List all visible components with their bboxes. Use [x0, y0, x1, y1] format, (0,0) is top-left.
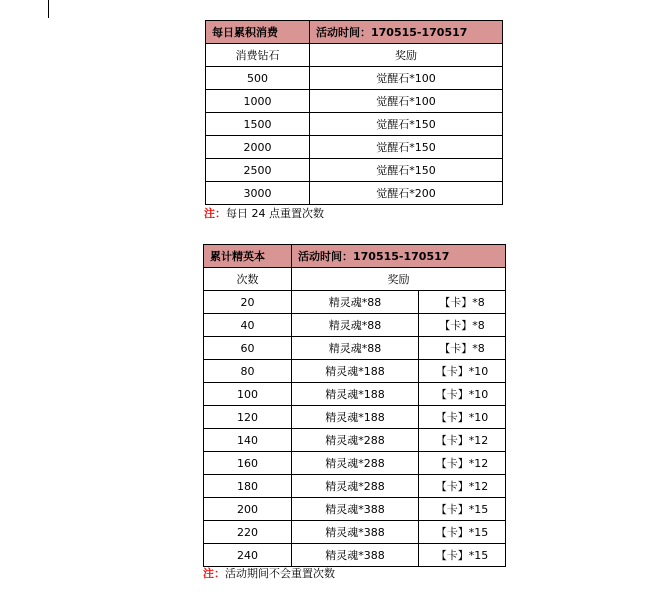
reward-card-cell: 【卡】*10	[419, 383, 506, 406]
count-cell: 100	[204, 383, 292, 406]
reward-card-cell: 【卡】*15	[419, 544, 506, 567]
note-label: 注：	[204, 207, 226, 220]
table-row	[204, 383, 506, 406]
reward-cell: 觉醒石*150	[310, 159, 503, 182]
table-header-row	[204, 245, 506, 268]
count-cell: 160	[204, 452, 292, 475]
spend-amount-cell: 2500	[206, 159, 310, 182]
reward-soul-cell: 精灵魂*288	[292, 475, 419, 498]
reward-soul-cell: 精灵魂*188	[292, 406, 419, 429]
note	[204, 205, 324, 221]
activity-period: 活动时间：170515-170517	[310, 21, 503, 44]
count-cell: 60	[204, 337, 292, 360]
column-header-row	[204, 268, 506, 291]
table-row	[206, 136, 503, 159]
reward-soul-cell: 精灵魂*288	[292, 452, 419, 475]
reward-soul-cell: 精灵魂*388	[292, 544, 419, 567]
reward-card-cell: 【卡】*8	[419, 314, 506, 337]
table-row	[204, 452, 506, 475]
reward-card-cell: 【卡】*8	[419, 291, 506, 314]
spend-amount-cell: 2000	[206, 136, 310, 159]
count-cell: 140	[204, 429, 292, 452]
note	[203, 565, 335, 581]
reward-cell: 觉醒石*150	[310, 113, 503, 136]
reward-soul-cell: 精灵魂*88	[292, 337, 419, 360]
column-header-count: 次数	[204, 268, 292, 291]
table-row	[204, 314, 506, 337]
table-row	[204, 360, 506, 383]
column-header-amount: 消费钻石	[206, 44, 310, 67]
reward-soul-cell: 精灵魂*188	[292, 383, 419, 406]
count-cell: 240	[204, 544, 292, 567]
elite-stage-table	[203, 244, 506, 567]
reward-card-cell: 【卡】*15	[419, 498, 506, 521]
note-text: 活动期间不会重置次数	[225, 567, 335, 580]
reward-card-cell: 【卡】*12	[419, 475, 506, 498]
reward-card-cell: 【卡】*10	[419, 360, 506, 383]
reward-card-cell: 【卡】*15	[419, 521, 506, 544]
table-header-row	[206, 21, 503, 44]
activity-period: 活动时间：170515-170517	[292, 245, 506, 268]
table-title: 每日累积消费	[206, 21, 310, 44]
daily-spend-table	[205, 20, 503, 205]
note-label: 注：	[203, 567, 225, 580]
table-row	[204, 521, 506, 544]
reward-soul-cell: 精灵魂*288	[292, 429, 419, 452]
reward-card-cell: 【卡】*8	[419, 337, 506, 360]
table-row	[204, 498, 506, 521]
table-row	[204, 406, 506, 429]
reward-soul-cell: 精灵魂*388	[292, 498, 419, 521]
reward-cell: 觉醒石*150	[310, 136, 503, 159]
count-cell: 40	[204, 314, 292, 337]
spend-amount-cell: 1000	[206, 90, 310, 113]
table-row	[206, 67, 503, 90]
column-header-reward: 奖励	[292, 268, 506, 291]
table-row	[206, 90, 503, 113]
table-title: 累计精英本	[204, 245, 292, 268]
reward-soul-cell: 精灵魂*88	[292, 291, 419, 314]
count-cell: 180	[204, 475, 292, 498]
table-row	[204, 544, 506, 567]
table-row	[206, 182, 503, 205]
table-row	[204, 337, 506, 360]
reward-cell: 觉醒石*200	[310, 182, 503, 205]
reward-cell: 觉醒石*100	[310, 90, 503, 113]
count-cell: 80	[204, 360, 292, 383]
count-cell: 120	[204, 406, 292, 429]
column-header-row	[206, 44, 503, 67]
spend-amount-cell: 500	[206, 67, 310, 90]
reward-card-cell: 【卡】*12	[419, 452, 506, 475]
text-cursor	[48, 0, 49, 18]
note-text: 每日 24 点重置次数	[226, 207, 324, 220]
reward-card-cell: 【卡】*12	[419, 429, 506, 452]
table-row	[204, 291, 506, 314]
table-body	[206, 67, 503, 205]
table-row	[206, 113, 503, 136]
spend-amount-cell: 1500	[206, 113, 310, 136]
spend-amount-cell: 3000	[206, 182, 310, 205]
reward-soul-cell: 精灵魂*88	[292, 314, 419, 337]
reward-card-cell: 【卡】*10	[419, 406, 506, 429]
table-row	[204, 429, 506, 452]
count-cell: 220	[204, 521, 292, 544]
table-row	[204, 475, 506, 498]
count-cell: 200	[204, 498, 292, 521]
table-row	[206, 159, 503, 182]
count-cell: 20	[204, 291, 292, 314]
reward-cell: 觉醒石*100	[310, 67, 503, 90]
table-body	[204, 291, 506, 567]
column-header-reward: 奖励	[310, 44, 503, 67]
reward-soul-cell: 精灵魂*388	[292, 521, 419, 544]
reward-soul-cell: 精灵魂*188	[292, 360, 419, 383]
